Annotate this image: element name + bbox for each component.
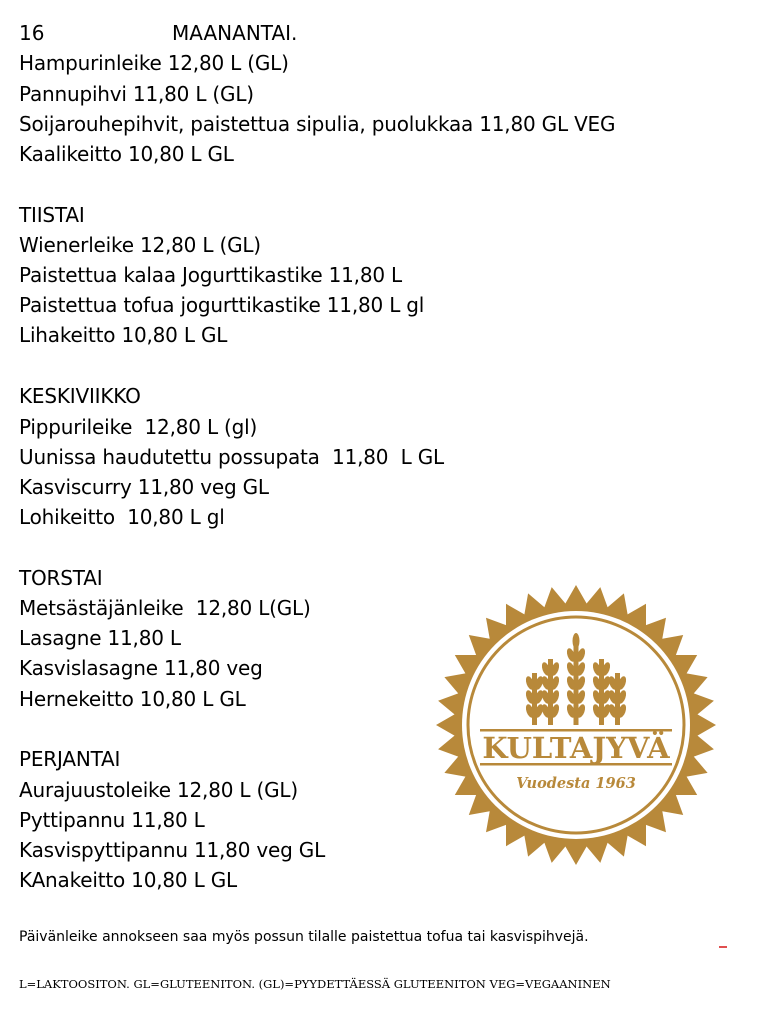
menu-item: Aurajuustoleike 12,80 L (GL): [19, 778, 298, 802]
red-mark: [719, 946, 727, 948]
week-number: 16: [19, 21, 45, 45]
menu-item: Kaalikeitto 10,80 L GL: [19, 142, 234, 166]
menu-item: Kasvispyttipannu 11,80 veg GL: [19, 838, 326, 862]
day-name-friday: PERJANTAI: [19, 747, 121, 771]
menu-item: Kasvislasagne 11,80 veg: [19, 656, 263, 680]
logo-brand: KULTAJYVÄ: [482, 731, 670, 765]
menu-item: Lasagne 11,80 L: [19, 626, 181, 650]
diet-legend: L=LAKTOOSITON. GL=GLUTEENITON. (GL)=PYYDETTÄESSÄ GLUTEENITON VEG=VEGAANINEN: [19, 977, 611, 991]
footer-note: Päivänleike annokseen saa myös possun tilalle paistettua tofua tai kasvispihvejä.: [19, 929, 589, 945]
menu-item: Paistettua kalaa Jogurttikastike 11,80 L: [19, 263, 402, 287]
menu-item: Pannupihvi 11,80 L (GL): [19, 82, 254, 106]
menu-item: Paistettua tofua jogurttikastike 11,80 L gl: [19, 293, 425, 317]
day-name-wednesday: KESKIVIIKKO: [19, 384, 141, 408]
day-name-tuesday: TIISTAI: [19, 203, 85, 227]
menu-item: Kasviscurry 11,80 veg GL: [19, 475, 269, 499]
day-name-thursday: TORSTAI: [19, 566, 103, 590]
menu-item: Hampurinleike 12,80 L (GL): [19, 51, 289, 75]
kultajyva-logo: [434, 583, 718, 867]
menu-item: Lohikeitto 10,80 L gl: [19, 505, 225, 529]
menu-item: Soijarouhepihvit, paistettua sipulia, puolukkaa 11,80 GL VEG: [19, 112, 616, 136]
menu-item: Metsästäjänleike 12,80 L(GL): [19, 596, 311, 620]
menu-item: KAnakeitto 10,80 L GL: [19, 868, 237, 892]
menu-item: Pyttipannu 11,80 L: [19, 808, 205, 832]
menu-item: Wienerleike 12,80 L (GL): [19, 233, 261, 257]
day-name-monday: MAANANTAI.: [172, 21, 298, 45]
menu-item: Hernekeitto 10,80 L GL: [19, 687, 246, 711]
menu-item: Pippurileike 12,80 L (gl): [19, 415, 258, 439]
logo-tagline: Vuodesta 1963: [516, 775, 636, 792]
menu-item: Uunissa haudutettu possupata 11,80 L GL: [19, 445, 444, 469]
menu-item: Lihakeitto 10,80 L GL: [19, 323, 228, 347]
